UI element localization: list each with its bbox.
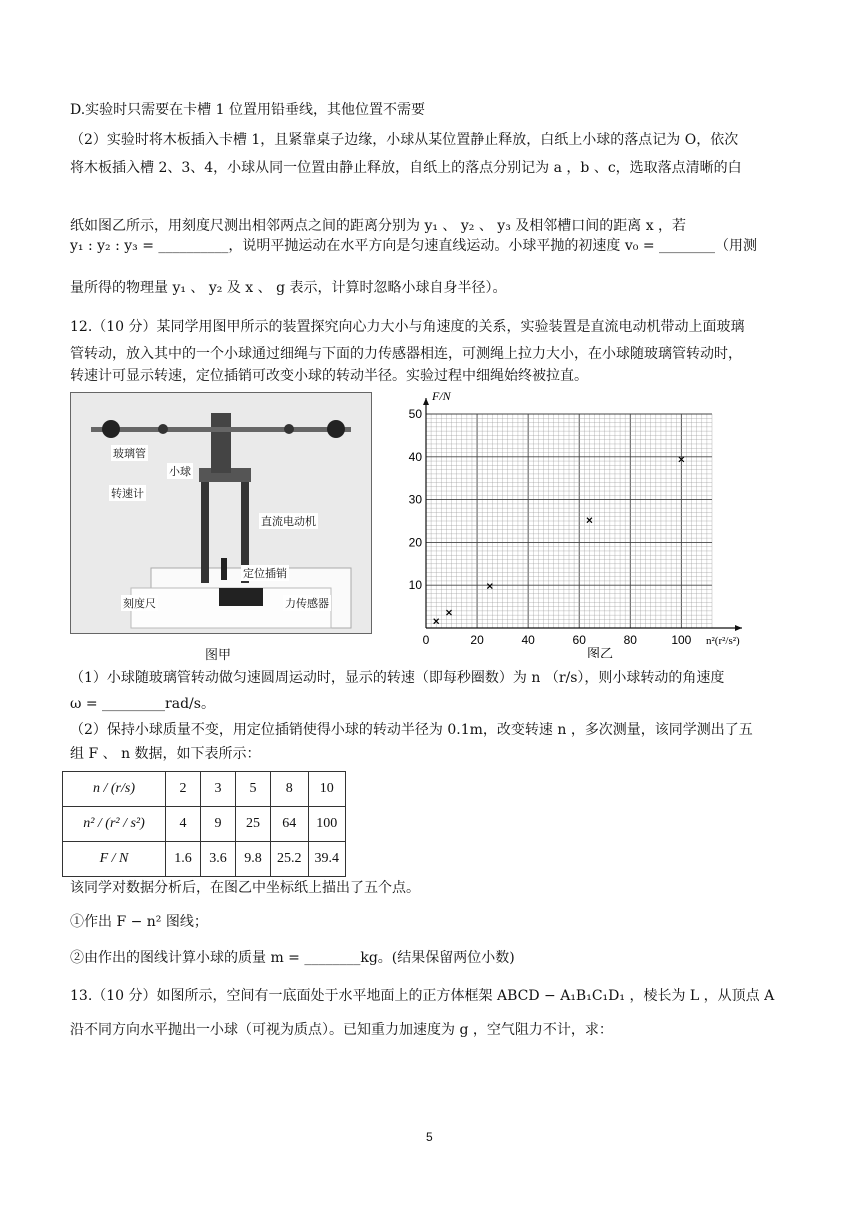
label-ruler: 刻度尺 [123,597,156,610]
y-axis-label: F/N [432,389,451,403]
data-table [62,771,346,877]
table-cell: 64 [271,807,309,842]
table-cell: 25.2 [271,842,309,877]
figure-b-caption: 图乙 [586,647,614,658]
x-tick-label: 80 [623,633,637,647]
analysis-line: 该同学对数据分析后，在图乙中坐标纸上描出了五个点。 [70,880,420,896]
label-sensor: 力传感器 [285,597,329,610]
table-cell: 25 [236,807,271,842]
y-tick-label: 20 [408,535,422,550]
table-cell: 2 [166,772,201,807]
table-head-n: n / (r/s) [63,772,166,807]
label-tachometer: 转速计 [111,487,144,500]
y-axis-arrow [423,398,429,405]
apparatus-photo [70,392,372,634]
table-cell: 8 [271,772,309,807]
x-tick-label: 20 [470,633,484,647]
table-head-f: F / N [63,842,166,877]
q2-line-4: y₁ : y₂ : y₃ = __________，说明平抛运动在水平方向是匀速直线运动。小球平抛的初速度 v₀ = ________（用测 [70,238,758,254]
table-head-n2: n² / (r² / s²) [63,807,166,842]
q12-stem-3: 转速计可显示转速，定位插销可改变小球的转动半径。实验过程中细绳始终被拉直。 [70,368,588,384]
q12-stem-2: 管转动，放入其中的一个小球通过细绳与下面的力传感器相连，可测绳上拉力大小，在小球随玻璃管转动时， [70,346,742,362]
x-axis-label: n²(r²/s²) [706,635,740,647]
q2-line-5: 量所得的物理量 y₁ 、 y₂ 及 x 、 g 表示，计算时忽略小球自身半径）。 [70,280,507,296]
table-cell: 5 [236,772,271,807]
table-row [63,772,346,807]
table-cell: 1.6 [166,842,201,877]
page-number: 5 [426,1130,433,1144]
q12-part2-line2: 组 F 、 n 数据，如下表所示： [70,746,261,762]
y-tick-label: 50 [408,407,422,421]
x-tick-label: 40 [521,633,535,647]
x-tick-label: 60 [572,633,586,647]
figure-b-chart [400,388,790,658]
y-tick-label: 30 [408,492,422,507]
q13-line-1: 13.（10 分）如图所示，空间有一底面处于水平地面上的正方体框架 ABCD − A₁B₁C₁D₁ ，棱长为 L ，从顶点 A [70,988,775,1004]
table-cell: 4 [166,807,201,842]
q2-line-3: 纸如图乙所示，用刻度尺测出相邻两点之间的距离分别为 y₁ 、 y₂ 、 y₃ 及相邻槽口间的距离 x ，若 [70,218,687,234]
q12-stem-1: 12.（10 分）某同学用图甲所示的装置探究向心力大小与角速度的关系，实验装置是直流电动机带动上面玻璃 [70,319,745,335]
table-cell: 39.4 [308,842,346,877]
label-ball: 小球 [169,465,191,478]
label-glass-tube: 玻璃管 [113,447,146,460]
table-cell: 10 [308,772,346,807]
table-cell: 3 [201,772,236,807]
x-tick-label: 100 [671,633,692,647]
y-tick-label: 40 [408,449,422,464]
q12-part1-line1: （1）小球随玻璃管转动做匀速圆周运动时，显示的转速（即每秒圈数）为 n （r/s），则小球转动的角速度 [70,670,725,686]
label-pin: 定位插销 [243,567,287,580]
table-cell: 9 [201,807,236,842]
q12-part2-line1: （2）保持小球质量不变，用定位插销使得小球的转动半径为 0.1m，改变转速 n ，多次测量，该同学测出了五 [70,722,753,738]
table-cell: 3.6 [201,842,236,877]
chart-svg [400,388,790,658]
q2-line-1: （2）实验时将木板插入卡槽 1，且紧靠桌子边缘，小球从某位置静止释放，白纸上小球的落点记为 O，依次 [70,132,739,148]
table-cell: 9.8 [236,842,271,877]
figure-a-caption: 图甲 [205,648,232,663]
task-1-line: ①作出 F − n² 图线； [70,914,208,930]
task-2-line: ②由作出的图线计算小球的质量 m = ________kg。(结果保留两位小数) [70,950,515,966]
y-tick-label: 10 [408,578,422,593]
table-row [63,807,346,842]
option-d-line: D.实验时只需要在卡槽 1 位置用铅垂线，其他位置不需要 [70,102,425,118]
q2-line-2: 将木板插入槽 2、3、4，小球从同一位置由静止释放，自纸上的落点分别记为 a ，b 、c，选取落点清晰的白 [70,160,742,176]
label-motor: 直流电动机 [261,515,316,528]
x-axis-arrow [735,625,742,631]
q13-line-2: 沿不同方向水平抛出一小球（可视为质点）。已知重力加速度为 g ，空气阻力不计，求： [70,1022,613,1038]
q12-part1-line2: ω = _________rad/s。 [70,696,215,712]
table-row [63,842,346,877]
table-cell: 100 [308,807,346,842]
x-tick-label: 0 [422,633,430,647]
